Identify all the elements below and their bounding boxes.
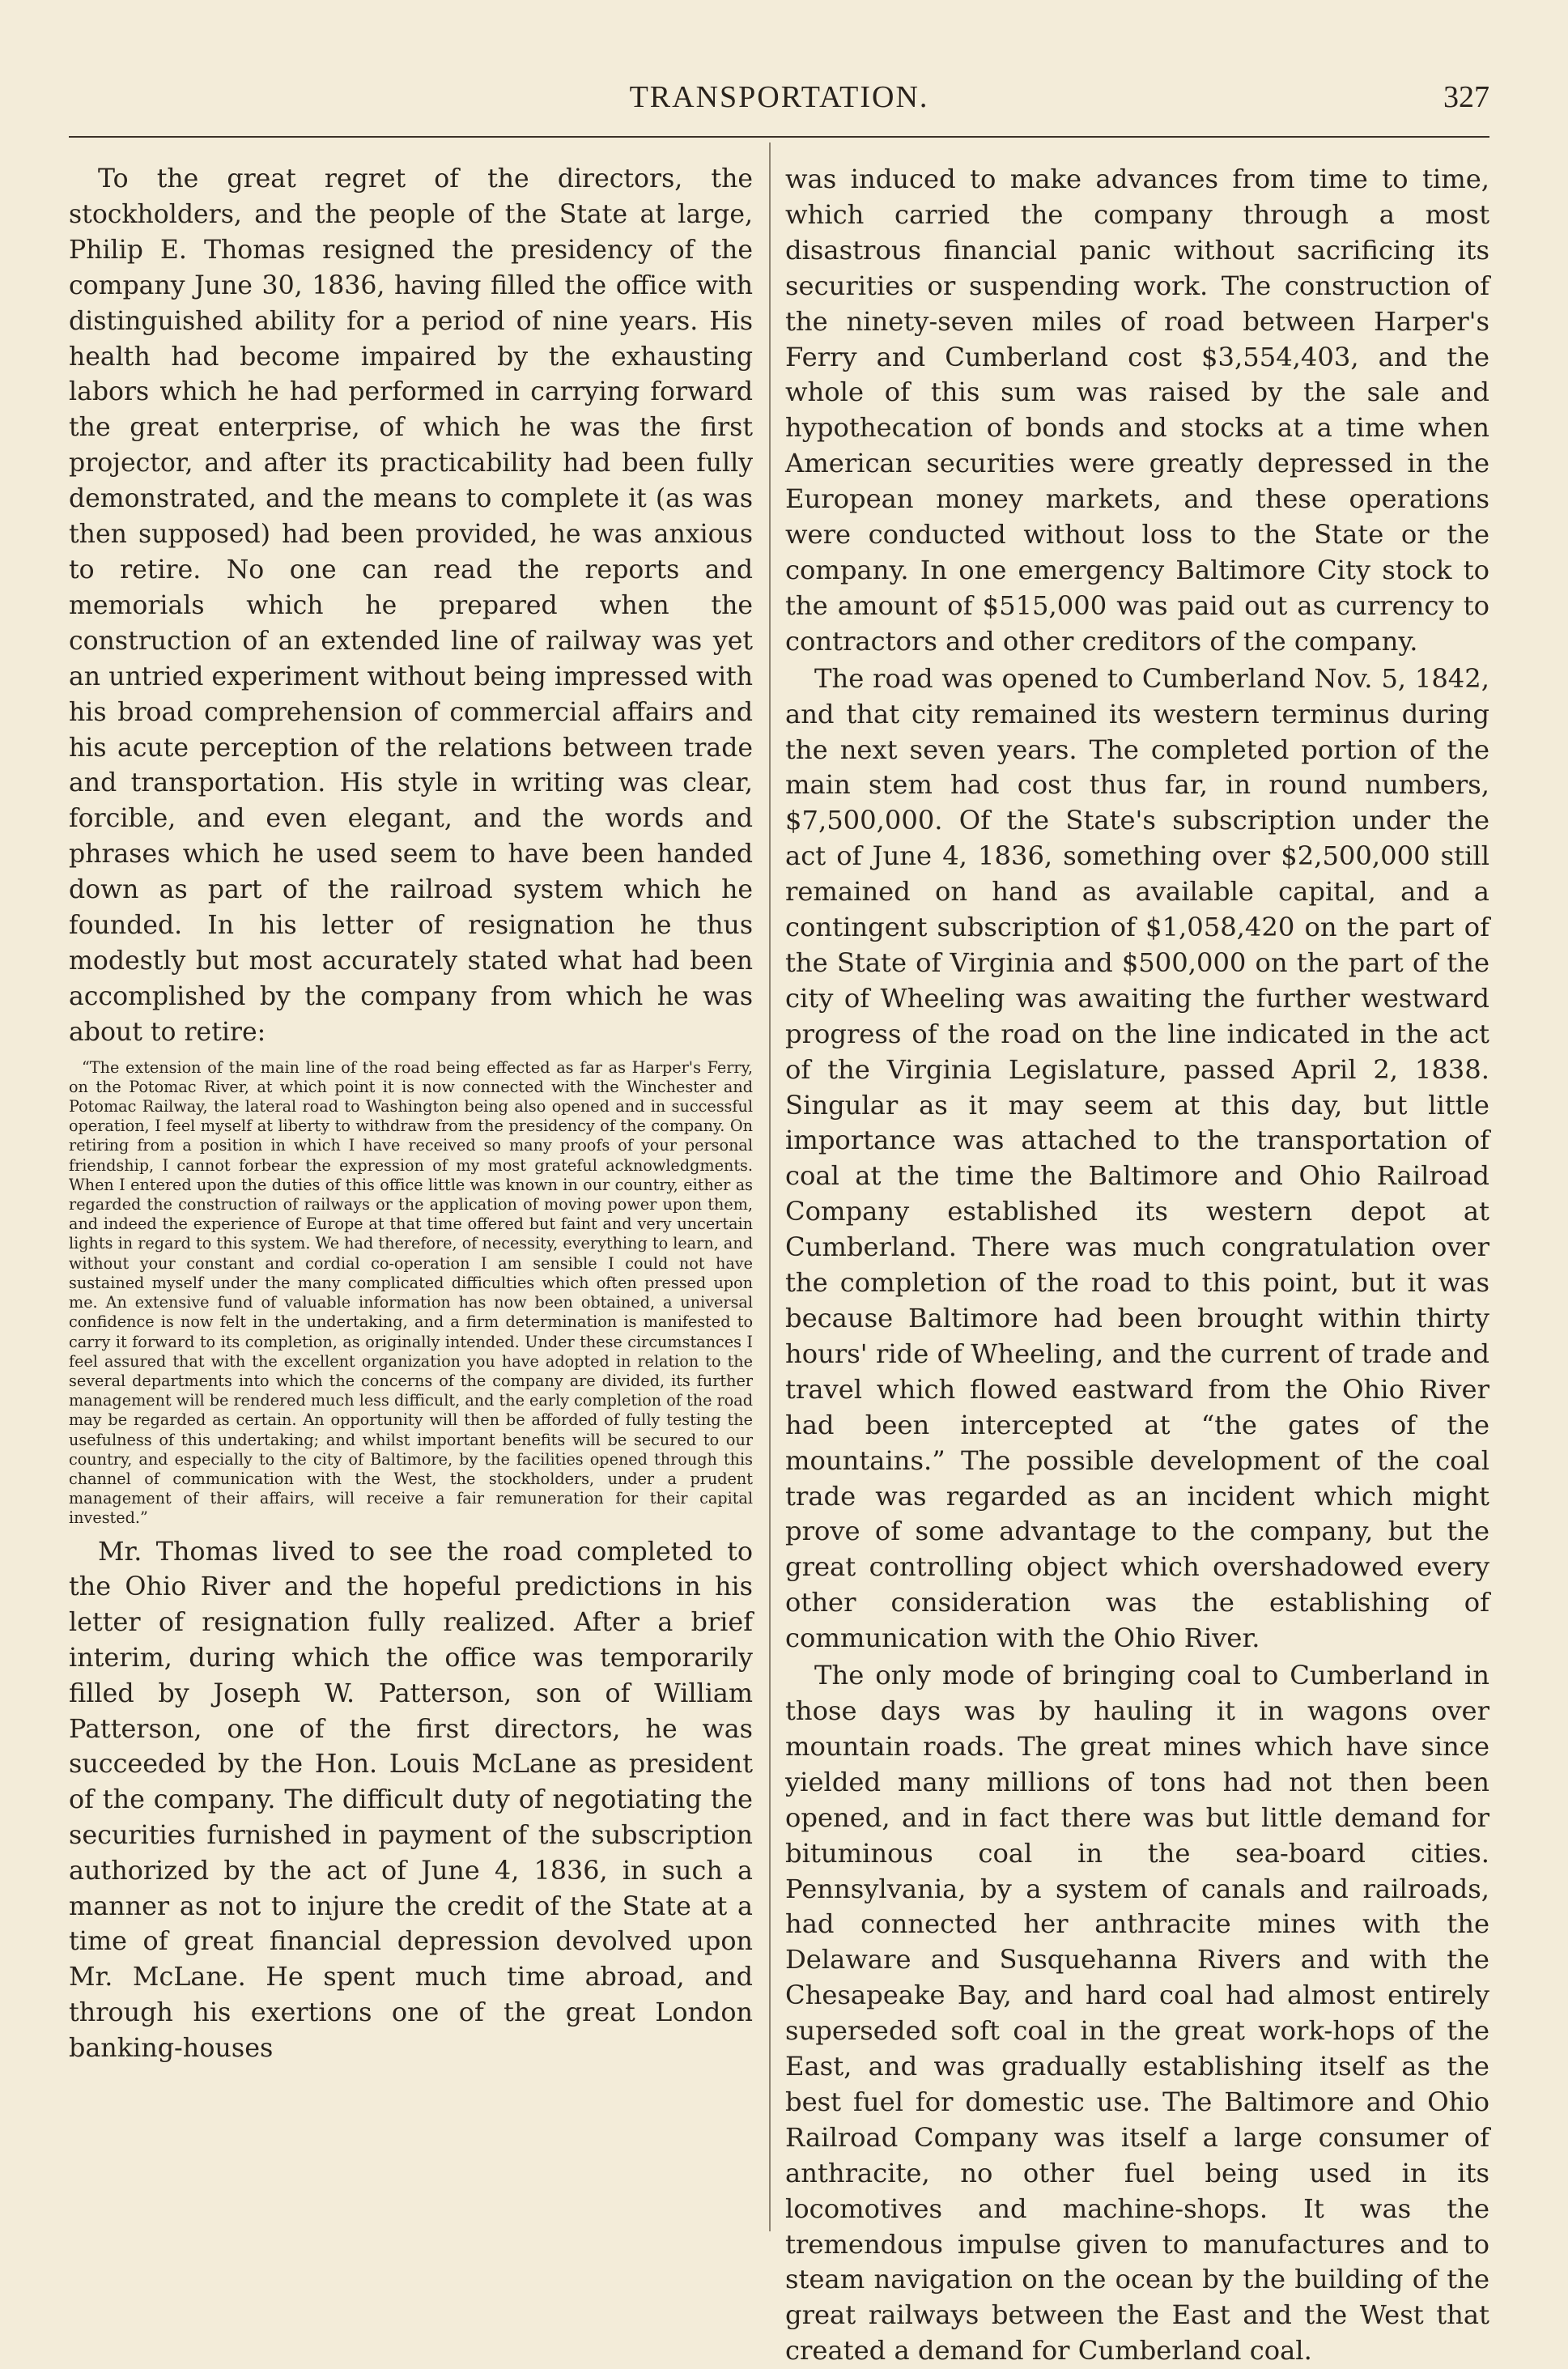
header-rule xyxy=(69,136,1489,138)
right-paragraph-coal: The only mode of bringing coal to Cumberland in those days was by hauling it in wagons over mountain roads. The great mines which have since yielded many millions of tons had not then been opened, and in fact there was but little demand for bituminous coal in the sea-board cities. Pennsylvania, by a system of canals and railroads, had connected her anthracite mines with the Delaware and Susquehanna Rivers and with the Chesapeake Bay, and hard coal had almost entirely superseded soft coal in the great work-hops of the East, and was gradually establishing itself as the best fuel for domestic use. The Baltimore and Ohio Railroad Company was itself a large consumer of anthracite, no other fuel being used in its locomotives and machine-shops. It was the tremendous impulse given to manufactures and to steam navigation on the ocean by the building of the great railways between the East and the West that created a demand for Cumberland coal. xyxy=(785,1660,1489,2367)
left-paragraph-thomas-resignation: To the great regret of the directors, the stockholders, and the people of the State at large, Philip E. Thomas resigned the presidency of the company June 30, 1836, having filled the office with distinguished ability for a period of nine years. His health had become impaired by the exhausting labors which he had performed in carrying forward the great enterprise, of which he was the first projector, and after its practicability had been fully demonstrated, and the means to complete it (as was then supposed) had been provided, he was anxious to retire. No one can read the reports and memorials which he prepared when the construction of an extended line of railway was yet an untried experiment without being impressed with his broad comprehension of commercial affairs and his acute perception of the relations between trade and transportation. His style in writing was clear, forcible, and even elegant, and the words and phrases which he used seem to have been handed down as part of the railroad system which he founded. In his letter of resignation he thus modestly but most accurately stated what had been accomplished by the company from which he was about to retire: xyxy=(69,164,753,1047)
left-paragraph-mclane: Mr. Thomas lived to see the road completed to the Ohio River and the hopeful predictions in his letter of resignation fully realized. After a brief interim, during which the office was temporarily filled by Joseph W. Patterson, son of William Patterson, one of the first directors, he was succeeded by the Hon. Louis McLane as president of the company. The difficult duty of negotiating the securities furnished in payment of the subscription authorized by the act of June 4, 1836, in such a manner as not to injure the credit of the State at a time of great financial depression devolved upon Mr. McLane. He spent much time abroad, and through his exertions one of the great London banking-houses xyxy=(69,1536,753,2063)
running-title: TRANSPORTATION. xyxy=(629,80,929,114)
running-header xyxy=(69,79,1489,128)
right-paragraph-cumberland: The road was opened to Cumberland Nov. 5, 1842, and that city remained its western terminus during the next seven years. The completed portion of the main stem had cost thus far, in round numbers, $7,500,000. Of the State's subscription under the act of June 4, 1836, something over $2,500,000 still remained on hand as available capital, and a contingent subscription of $1,058,420 on the part of the State of Virginia and $500,000 on the part of the city of Wheeling was awaiting the further westward progress of the road on the line indicated in the act of the Virginia Legislature, passed April 2, 1838. Singular as it may seem at this day, but little importance was attached to the transportation of coal at the time the Baltimore and Ohio Railroad Company established its western depot at Cumberland. There was much congratulation over the completion of the road to this point, but it was because Baltimore had been brought within thirty hours' ride of Wheeling, and the current of trade and travel which flowed eastward from the Ohio River had been intercepted at “the gates of the mountains.” The possible development of the coal trade was regarded as an incident which might prove of some advantage to the company, but the great controlling object which overshadowed every other consideration was the establishing of communication with the Ohio River. xyxy=(785,662,1489,1654)
left-column xyxy=(69,162,753,2065)
resignation-letter-quote: “The extension of the main line of the road being effected as far as Harper's Ferry, on the Potomac River, at which point it is now connected with the Winchester and Potomac Railway, the lateral road to Washington being also opened and in successful operation, I feel myself at liberty to withdraw from the presidency of the company. On retiring from a position in which I have received so many proofs of your personal friendship, I cannot forbear the expression of my most grateful acknowledgments. When I entered upon the duties of this office little was known in our country, either as regarded the construction of railways or the application of moving power upon them, and indeed the experience of Europe at that time offered but faint and very uncertain lights in regard to this system. We had therefore, of necessity, everything to learn, and without your constant and cordial co-operation I am sensible I could not have sustained myself under the many complicated difficulties which often pressed upon me. An extensive fund of valuable information has now been obtained, a universal confidence is now felt in the undertaking, and a firm determination is manifested to carry it forward to its completion, as originally intended. Under these circumstances I feel assured that with the excellent organization you have adopted in relation to the several departments into which the concerns of the company are divided, its further management will be rendered much less difficult, and the early completion of the road may be regarded as certain. An opportunity will then be afforded of fully testing the usefulness of this undertaking; and whilst important benefits will be secured to our country, and especially to the city of Baltimore, by the facilities opened through this channel of communication with the West, the stockholders, under a prudent management of their affairs, will receive a fair remuneration for their capital invested.” xyxy=(69,1057,753,1528)
page-number: 327 xyxy=(1443,80,1489,114)
right-column xyxy=(785,162,1489,2369)
column-divider xyxy=(769,142,771,2231)
right-paragraph-continuation: was induced to make advances from time to time, which carried the company through a most disastrous financial panic without sacrificing its securities or suspending work. The construction of the ninety-seven miles of road between Harper's Ferry and Cumberland cost $3,554,403, and the whole of this sum was raised by the sale and hypothecation of bonds and stocks at a time when American securities were greatly depressed in the European money markets, and these operations were conducted without loss to the State or the company. In one emergency Baltimore City stock to the amount of $515,000 was paid out as currency to contractors and other creditors of the company. xyxy=(785,164,1489,657)
